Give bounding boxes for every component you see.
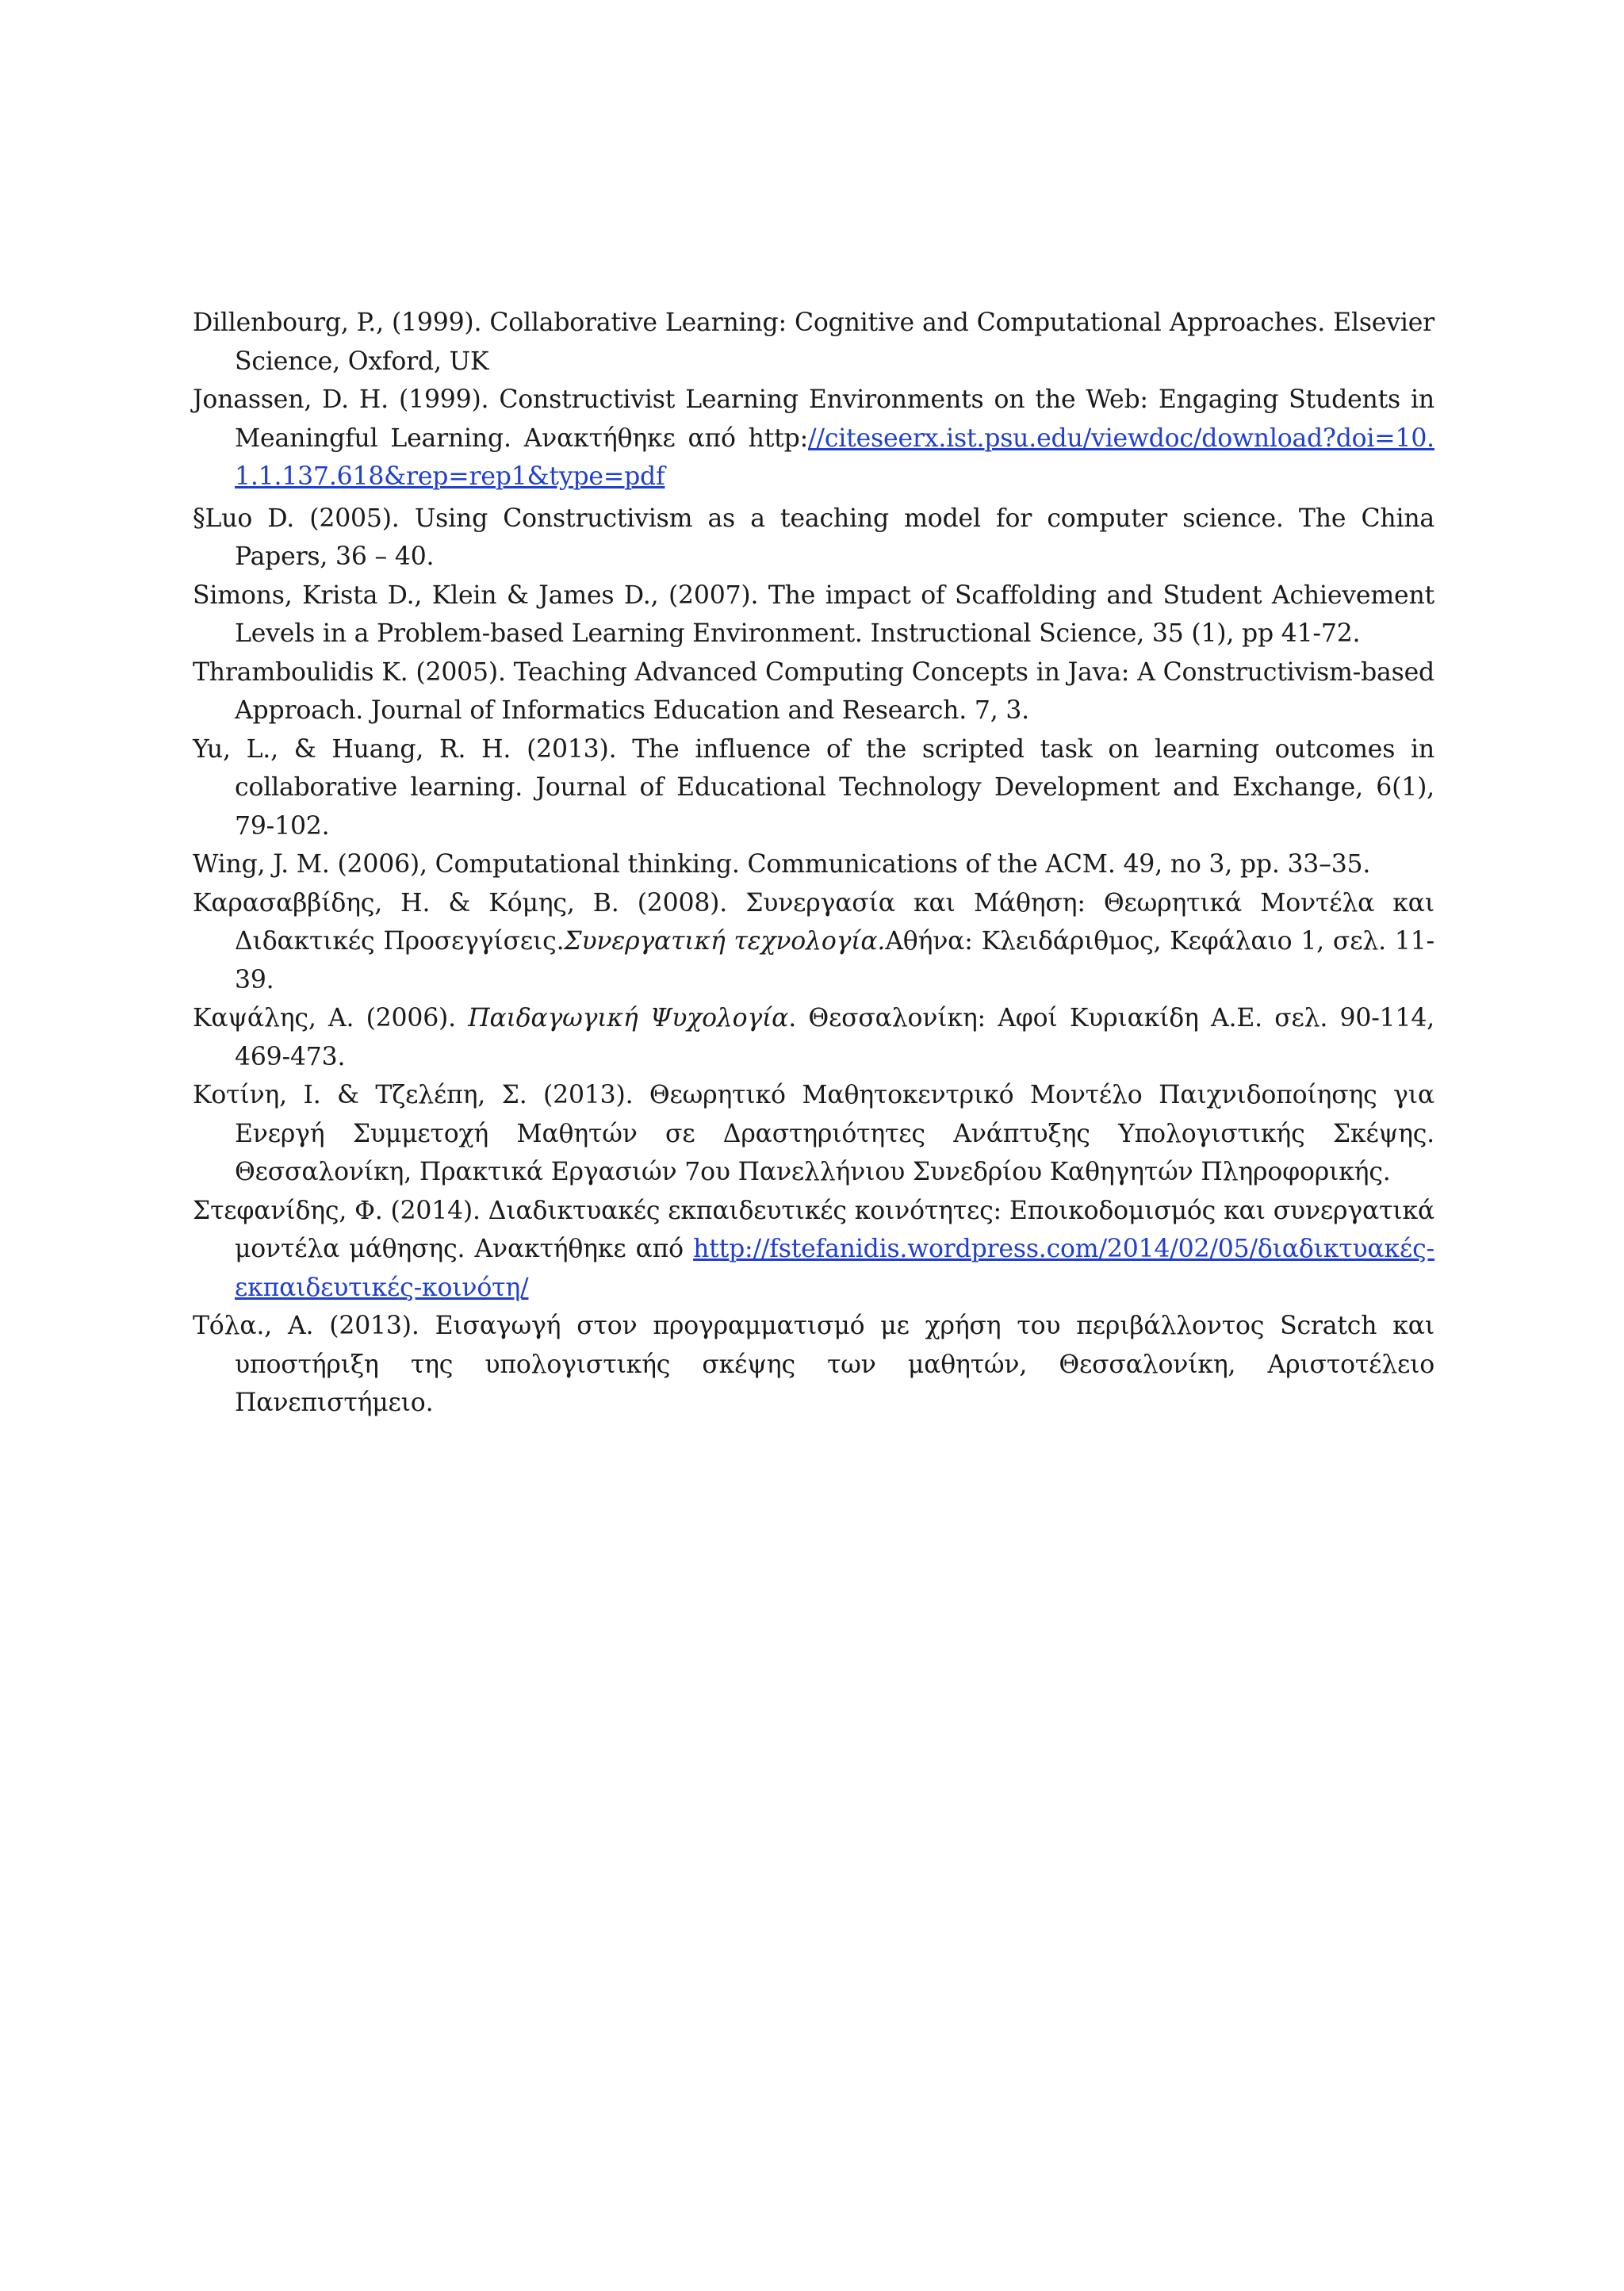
- reference-jonassen: [193, 381, 1434, 496]
- reference-tola: [193, 1307, 1434, 1423]
- reference-kapsalis: [193, 999, 1434, 1076]
- reference-kotini: [193, 1076, 1434, 1192]
- reference-yu-huang: [193, 730, 1434, 846]
- reference-text: Αθήνα: Κλειδάριθμος, Κεφάλαιο 1, σελ. 11-39.: [235, 927, 1434, 994]
- reference-text: . Θεσσαλονίκη: Αφοί Κυριακίδη Α.Ε. σελ. 90-114, 469-473.: [235, 1004, 1434, 1071]
- reference-text: Wing, J. M. (2006), Computational thinking. Communications of the ACM. 49, no 3, pp. 33–35.: [193, 850, 1371, 879]
- reference-text: Dillenbourg, P., (1999). Collaborative Learning: Cognitive and Computational Approaches. Elsevier Science, Oxford, UK: [193, 308, 1434, 376]
- reference-list: [193, 304, 1434, 1423]
- reference-text: Κοτίνη, Ι. & Τζελέπη, Σ. (2013). Θεωρητικό Μαθητοκεντρικό Μοντέλο Παιχνιδοποίησης για Ενεργή Συμμετοχή Μαθητών σε Δραστηριότητες Ανάπτυξης Υπολογιστικής Σκέψης. Θεσσαλονίκη, Πρακτικά Εργασιών 7ου Πανελλήνιου Συνεδρίου Καθηγητών Πληροφορικής.: [193, 1081, 1434, 1186]
- reference-simons: [193, 577, 1434, 653]
- reference-text: Τόλα., Α. (2013). Εισαγωγή στον προγραμματισμό με χρήση του περιβάλλοντος Scratch και υποστήριξη της υπολογιστικής σκέψης των μαθητών, Θεσσαλονίκη, Αριστοτέλειο Πανεπιστήμειο.: [193, 1312, 1434, 1417]
- reference-thramboulidis: [193, 653, 1434, 730]
- reference-luo: [193, 500, 1434, 577]
- reference-wing: [193, 845, 1434, 884]
- reference-text: Yu, L., & Huang, R. H. (2013). The influence of the scripted task on learning outcomes in collaborative learning. Journal of Educational Technology Development and Exchange, 6(1), 79-102.: [193, 734, 1434, 841]
- reference-stefanidis: [193, 1192, 1434, 1308]
- reference-text: Simons, Krista D., Klein & James D., (2007). The impact of Scaffolding and Student Achievement Levels in a Problem-based Learning Environment. Instructional Science, 35 (1), pp 41-72.: [193, 580, 1434, 648]
- citeseerx-link[interactable]: //citeseerx.ist.psu.edu/viewdoc/download?doi=10.1.1.137.618&rep=rep1&type=pdf: [235, 423, 1434, 491]
- reference-text: Στεφανίδης, Φ. (2014). Διαδικτυακές εκπαιδευτικές κοινότητες: Εποικοδομισμός και συνεργατικά μοντέλα μάθησης. Ανακτήθηκε από: [193, 1196, 1434, 1263]
- reference-text: Jonassen, D. H. (1999). Constructivist Learning Environments on the Web: Engaging Students in Meaningful Learning. Ανακτήθηκε από http:: [193, 385, 1434, 453]
- reference-text: Thramboulidis K. (2005). Teaching Advanced Computing Concepts in Java: A Constructivism-based Approach. Journal of Informatics Education and Research. 7, 3.: [193, 657, 1434, 725]
- reference-karasavvidis: [193, 884, 1434, 1000]
- fstefanidis-link[interactable]: http://fstefanidis.wordpress.com/2014/02/05/διαδικτυακές-εκπαιδευτικές-κοινότη/: [235, 1235, 1434, 1302]
- reference-dillenbourg: [193, 304, 1434, 381]
- reference-italic-title: Συνεργατική τεχνολογία.: [564, 927, 886, 956]
- reference-text: Καρασαββίδης, Η. & Κόμης, Β. (2008). Συνεργασία και Μάθηση: Θεωρητικά Μοντέλα και Διδακτικές Προσεγγίσεις.: [193, 888, 1434, 956]
- reference-text: §Luo D. (2005). Using Constructivism as a teaching model for computer science. The China Papers, 36 – 40.: [193, 504, 1434, 571]
- reference-italic-title: Παιδαγωγική Ψυχολογία: [468, 1004, 789, 1032]
- reference-text: Καψάλης, Α. (2006).: [193, 1004, 469, 1032]
